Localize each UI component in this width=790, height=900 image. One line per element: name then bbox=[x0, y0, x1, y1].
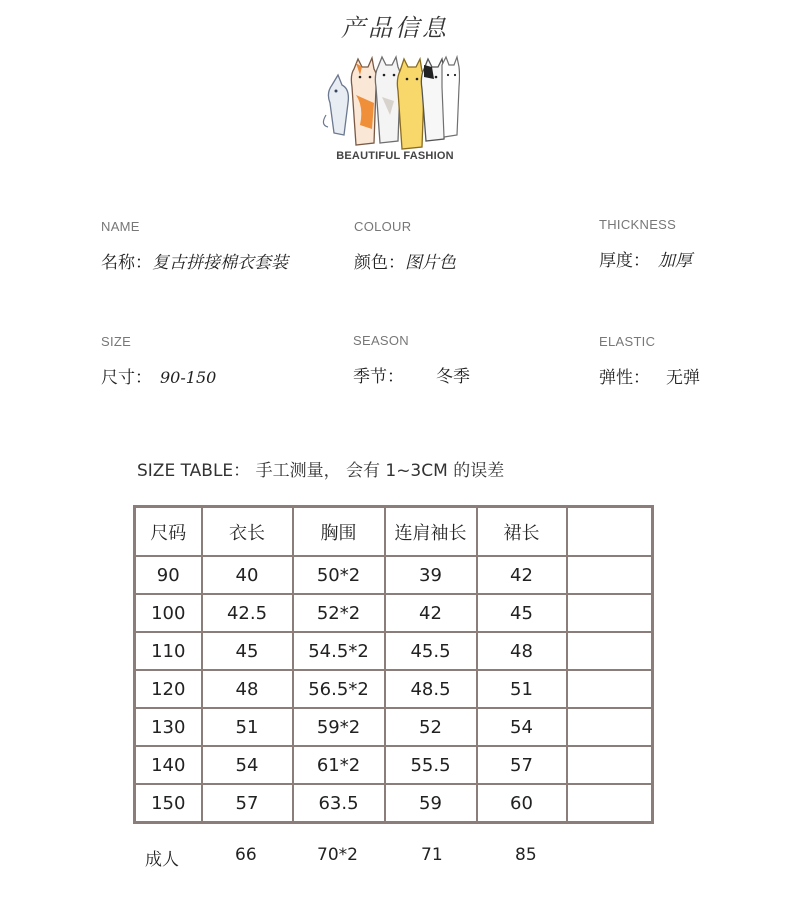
info-size-label: 尺寸： bbox=[101, 368, 152, 388]
table-cell: 51 bbox=[477, 670, 567, 708]
info-elastic bbox=[599, 334, 700, 388]
table-row bbox=[135, 670, 653, 708]
adult-row-label: 成人 bbox=[145, 850, 179, 870]
table-row bbox=[135, 594, 653, 632]
table-cell bbox=[567, 784, 653, 823]
table-cell: 90 bbox=[135, 556, 202, 594]
info-size-cn bbox=[101, 363, 216, 388]
table-cell: 57 bbox=[202, 784, 293, 823]
info-name-label: 名称： bbox=[101, 253, 152, 273]
size-table bbox=[133, 505, 654, 824]
table-cell: 130 bbox=[135, 708, 202, 746]
table-cell: 39 bbox=[385, 556, 477, 594]
table-cell: 42 bbox=[385, 594, 477, 632]
table-cell: 55.5 bbox=[385, 746, 477, 784]
table-cell: 42 bbox=[477, 556, 567, 594]
info-thickness-en: THICKNESS bbox=[599, 217, 677, 232]
info-elastic-value: 无弹 bbox=[666, 368, 700, 388]
info-colour bbox=[354, 219, 456, 273]
info-season-label: 季节： bbox=[353, 367, 404, 387]
info-elastic-label: 弹性： bbox=[599, 368, 650, 388]
table-row bbox=[135, 708, 653, 746]
info-colour-value: 图片色 bbox=[405, 253, 456, 273]
cat-calico-icon bbox=[351, 58, 376, 145]
table-cell: 40 bbox=[202, 556, 293, 594]
info-name-value: 复古拼接棉衣套装 bbox=[152, 253, 288, 273]
table-cell: 140 bbox=[135, 746, 202, 784]
page-title: 产品信息 bbox=[341, 14, 449, 42]
cat-yellow-icon bbox=[397, 59, 424, 149]
table-cell: 120 bbox=[135, 670, 202, 708]
header-cell: 尺码 bbox=[135, 507, 202, 557]
table-cell: 59 bbox=[385, 784, 477, 823]
table-cell: 45.5 bbox=[385, 632, 477, 670]
cat-white-right-icon bbox=[442, 57, 460, 137]
adult-row-cell: 85 bbox=[515, 845, 537, 865]
table-row bbox=[135, 784, 653, 823]
info-colour-cn bbox=[354, 248, 456, 273]
info-elastic-cn bbox=[599, 363, 700, 388]
info-colour-label: 颜色： bbox=[354, 253, 405, 273]
cat-gray-icon bbox=[323, 75, 348, 135]
table-cell bbox=[567, 556, 653, 594]
info-name-cn bbox=[101, 248, 288, 273]
table-cell bbox=[567, 708, 653, 746]
table-cell: 100 bbox=[135, 594, 202, 632]
info-size bbox=[101, 334, 216, 388]
table-cell: 150 bbox=[135, 784, 202, 823]
table-cell bbox=[567, 594, 653, 632]
info-name-en: NAME bbox=[101, 219, 140, 234]
info-size-en: SIZE bbox=[101, 334, 132, 349]
table-cell: 54.5*2 bbox=[293, 632, 385, 670]
table-cell: 45 bbox=[477, 594, 567, 632]
info-size-value: 90-150 bbox=[160, 368, 217, 387]
table-row bbox=[135, 556, 653, 594]
adult-row-cell: 70*2 bbox=[317, 845, 358, 865]
adult-row-cell: 66 bbox=[235, 845, 257, 865]
info-thickness-value: 加厚 bbox=[658, 251, 692, 271]
table-cell: 59*2 bbox=[293, 708, 385, 746]
table-cell: 51 bbox=[202, 708, 293, 746]
table-cell: 42.5 bbox=[202, 594, 293, 632]
header-cell: 连肩袖长 bbox=[385, 507, 477, 557]
table-cell: 48 bbox=[202, 670, 293, 708]
header-cell: 衣长 bbox=[202, 507, 293, 557]
info-colour-en: COLOUR bbox=[354, 219, 412, 234]
table-cell bbox=[567, 746, 653, 784]
table-row bbox=[135, 746, 653, 784]
info-season-cn bbox=[353, 362, 470, 387]
table-cell bbox=[567, 670, 653, 708]
header-cell: 裙长 bbox=[477, 507, 567, 557]
table-cell: 50*2 bbox=[293, 556, 385, 594]
table-cell: 57 bbox=[477, 746, 567, 784]
size-table-header bbox=[135, 507, 653, 557]
info-season bbox=[353, 333, 470, 387]
table-cell: 45 bbox=[202, 632, 293, 670]
table-cell: 56.5*2 bbox=[293, 670, 385, 708]
info-thickness bbox=[599, 217, 692, 271]
table-cell: 52*2 bbox=[293, 594, 385, 632]
info-thickness-cn bbox=[599, 246, 692, 271]
table-cell: 54 bbox=[477, 708, 567, 746]
table-cell: 52 bbox=[385, 708, 477, 746]
table-cell: 48 bbox=[477, 632, 567, 670]
info-season-value: 冬季 bbox=[436, 367, 470, 387]
logo-text: BEAUTIFUL FASHION bbox=[336, 150, 454, 162]
table-cell: 63.5 bbox=[293, 784, 385, 823]
table-cell bbox=[567, 632, 653, 670]
table-cell: 61*2 bbox=[293, 746, 385, 784]
table-cell: 110 bbox=[135, 632, 202, 670]
info-thickness-label: 厚度： bbox=[599, 251, 650, 271]
info-elastic-en: ELASTIC bbox=[599, 334, 656, 349]
table-cell: 54 bbox=[202, 746, 293, 784]
info-name bbox=[101, 219, 288, 273]
header-cell: 胸围 bbox=[293, 507, 385, 557]
adult-row-cell: 71 bbox=[421, 845, 443, 865]
table-row bbox=[135, 632, 653, 670]
info-season-en: SEASON bbox=[353, 333, 409, 348]
table-cell: 60 bbox=[477, 784, 567, 823]
size-table-title: SIZE TABLE： 手工测量， 会有 1~3CM 的误差 bbox=[137, 461, 505, 481]
table-cell: 48.5 bbox=[385, 670, 477, 708]
header-cell bbox=[567, 507, 653, 557]
cat-white-icon bbox=[375, 57, 400, 143]
